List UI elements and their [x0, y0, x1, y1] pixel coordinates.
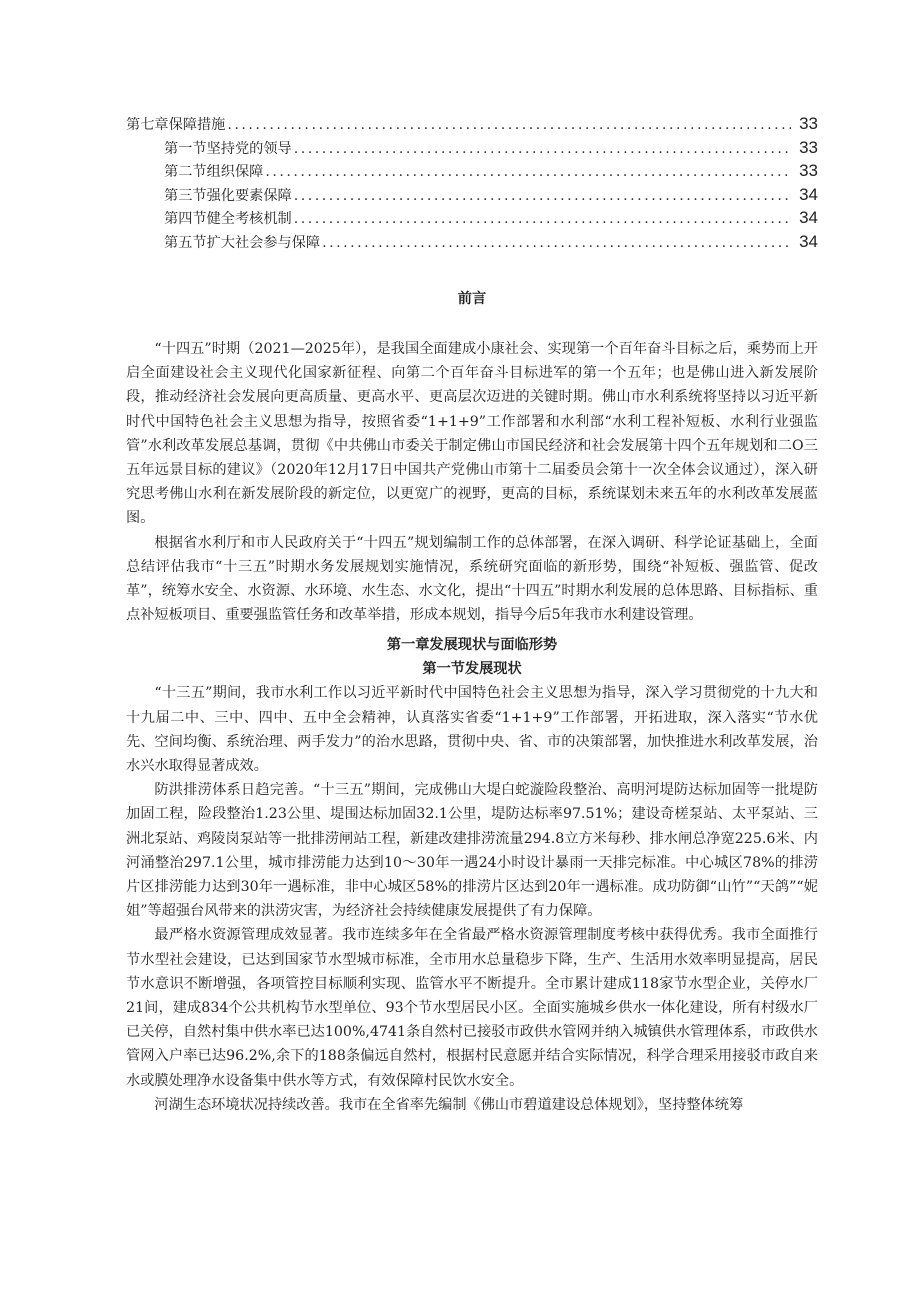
- toc-entry-title: 第三节强化要素保障: [164, 187, 292, 204]
- toc-entry-page: 33: [799, 114, 818, 133]
- chapter-heading: 第一章发展现状与面临形势: [386, 637, 558, 654]
- toc-entry-page: 34: [799, 231, 818, 251]
- toc-entry-title: 第五节扩大社会参与保障: [164, 234, 321, 251]
- toc-entry-chapter-7[interactable]: [126, 112, 818, 136]
- toc-leader-dots: [265, 161, 791, 185]
- preface-paragraph: “十四五”时期（2021—2025年），是我国全面建成小康社会、实现第一个百年奋斗目标之后，乘势而上开启全面建设社会主义现代化国家新征程、向第二个百年奋斗目标进军的第一个五年；也是佛山进入新发展阶段，推动经济社会发展向更高质量、更高水平、更高层次迈进的关键时期。佛山市水利系统将坚持以习近平新时代中国特色社会主义思想为指导，按照省委“1+1+9”工作部署和水利部“水利工程补短板、水利行业强监管”水利改革发展总基调，贯彻《中共佛山市委关于制定佛山市国民经济和社会发展第十四个五年规划和二O三五年远景目标的建议》（2020年12月17日中国共产党佛山市第十二届委员会第十一次全体会议通过），深入研究思考佛山水利在新发展阶段的新定位，以更宽广的视野，更高的目标，系统谋划未来五年的水利改革发展蓝图。: [126, 341, 818, 527]
- section-heading: 第一节发展现状: [422, 661, 522, 678]
- toc-entry-title: 第二节组织保障: [164, 164, 264, 180]
- toc-entry-title: 第七章保障措施: [126, 117, 226, 133]
- body-paragraph: “十三五”期间，我市水利工作以习近平新时代中国特色社会主义思想为指导，深入学习贯彻党的十九大和十九届二中、三中、四中、五中全会精神，认真落实省委“1+1+9”工作部署，开拓进取，深入落实“节水优先、空间均衡、系统治理、两手发力”的治水思路，贯彻中央、省、市的决策部署，加快推进水利改革发展，治水兴水取得显著成效。: [126, 685, 818, 775]
- toc-entry-section-2[interactable]: [126, 159, 818, 183]
- toc-leader-dots: [227, 114, 791, 138]
- toc-entry-page: 33: [799, 137, 818, 157]
- toc-leader-dots: [294, 185, 791, 209]
- toc-leader-dots: [294, 138, 791, 162]
- toc-entry-section-3[interactable]: [126, 183, 818, 207]
- toc-entry-title: 第一节坚持党的领导: [164, 140, 292, 157]
- toc-entry-section-1[interactable]: [126, 136, 818, 160]
- body-paragraph: 防洪排涝体系日趋完善。“十三五”期间，完成佛山大堤白蛇漩险段整治、高明河堤防达标加固等一批堤防加固工程，险段整治1.23公里、堤围达标加固32.1公里，堤防达标率97.51%；建设奇槎泵站、太平泵站、三洲北泵站、鸡陵岗泵站等一批排涝闸站工程，新建改建排涝流量294.8立方米每秒、排水闸总净宽225.6米、内河涌整治297.1公里，城市排涝能力达到10～30年一遇24小时设计暴雨一天排完标准。中心城区78%的排涝片区排涝能力达到30年一遇标准，非中心城区58%的排涝片区达到20年一遇标准。成功防御“山竹”“天鸽”“妮姐”等超强台风带来的洪涝灾害，为经济社会持续健康发展提供了有力保障。: [126, 782, 818, 920]
- toc-leader-dots: [294, 208, 791, 232]
- toc-entry-page: 34: [799, 208, 818, 227]
- toc-leader-dots: [322, 232, 791, 256]
- toc-entry-section-5[interactable]: [126, 230, 818, 254]
- toc-entry-page: 33: [799, 161, 818, 180]
- table-of-contents: [126, 112, 818, 253]
- document-page: [126, 112, 818, 1117]
- toc-entry-title: 第四节健全考核机制: [164, 211, 292, 227]
- body-paragraph: 河湖生态环境状况持续改善。我市在全省率先编制《佛山市碧道建设总体规划》，坚持整体统筹: [154, 1096, 744, 1113]
- body-paragraph: 最严格水资源管理成效显著。我市连续多年在全省最严格水资源管理制度考核中获得优秀。我市全面推行节水型社会建设，已达到国家节水型城市标准，全市用水总量稳步下降，生产、生活用水效率明显提高，居民节水意识不断增强，各项管控目标顺利实现、监管水平不断提升。全市累计建成118家节水型企业，关停水厂21间，建成834个公共机构节水型单位、93个节水型居民小区。全面实施城乡供水一体化建设，所有村级水厂已关停，自然村集中供水率已达100%,4741条自然村已接驳市政供水管网并纳入城镇供水管理体系，市政供水管网入户率已达96.2%,余下的188条偏远自然村，根据村民意愿并结合实际情况，科学合理采用接驳市政自来水或膜处理净水设备集中供水等方式，有效保障村民饮水安全。: [126, 927, 818, 1089]
- toc-entry-page: 34: [799, 184, 818, 204]
- preface-paragraph: 根据省水利厅和市人民政府关于“十四五”规划编制工作的总体部署，在深入调研、科学论证基础上，全面总结评估我市“十三五”时期水务发展规划实施情况，系统研究面临的新形势，围绕“补短板、强监管、促改革”，统筹水安全、水资源、水环境、水生态、水文化，提出“十四五”时期水利发展的总体思路、目标指标、重点补短板项目、重要强监管任务和改革举措，形成本规划，指导今后5年我市水利建设管理。: [126, 534, 818, 624]
- toc-entry-section-4[interactable]: [126, 206, 818, 230]
- preface-heading: 前言: [457, 291, 487, 307]
